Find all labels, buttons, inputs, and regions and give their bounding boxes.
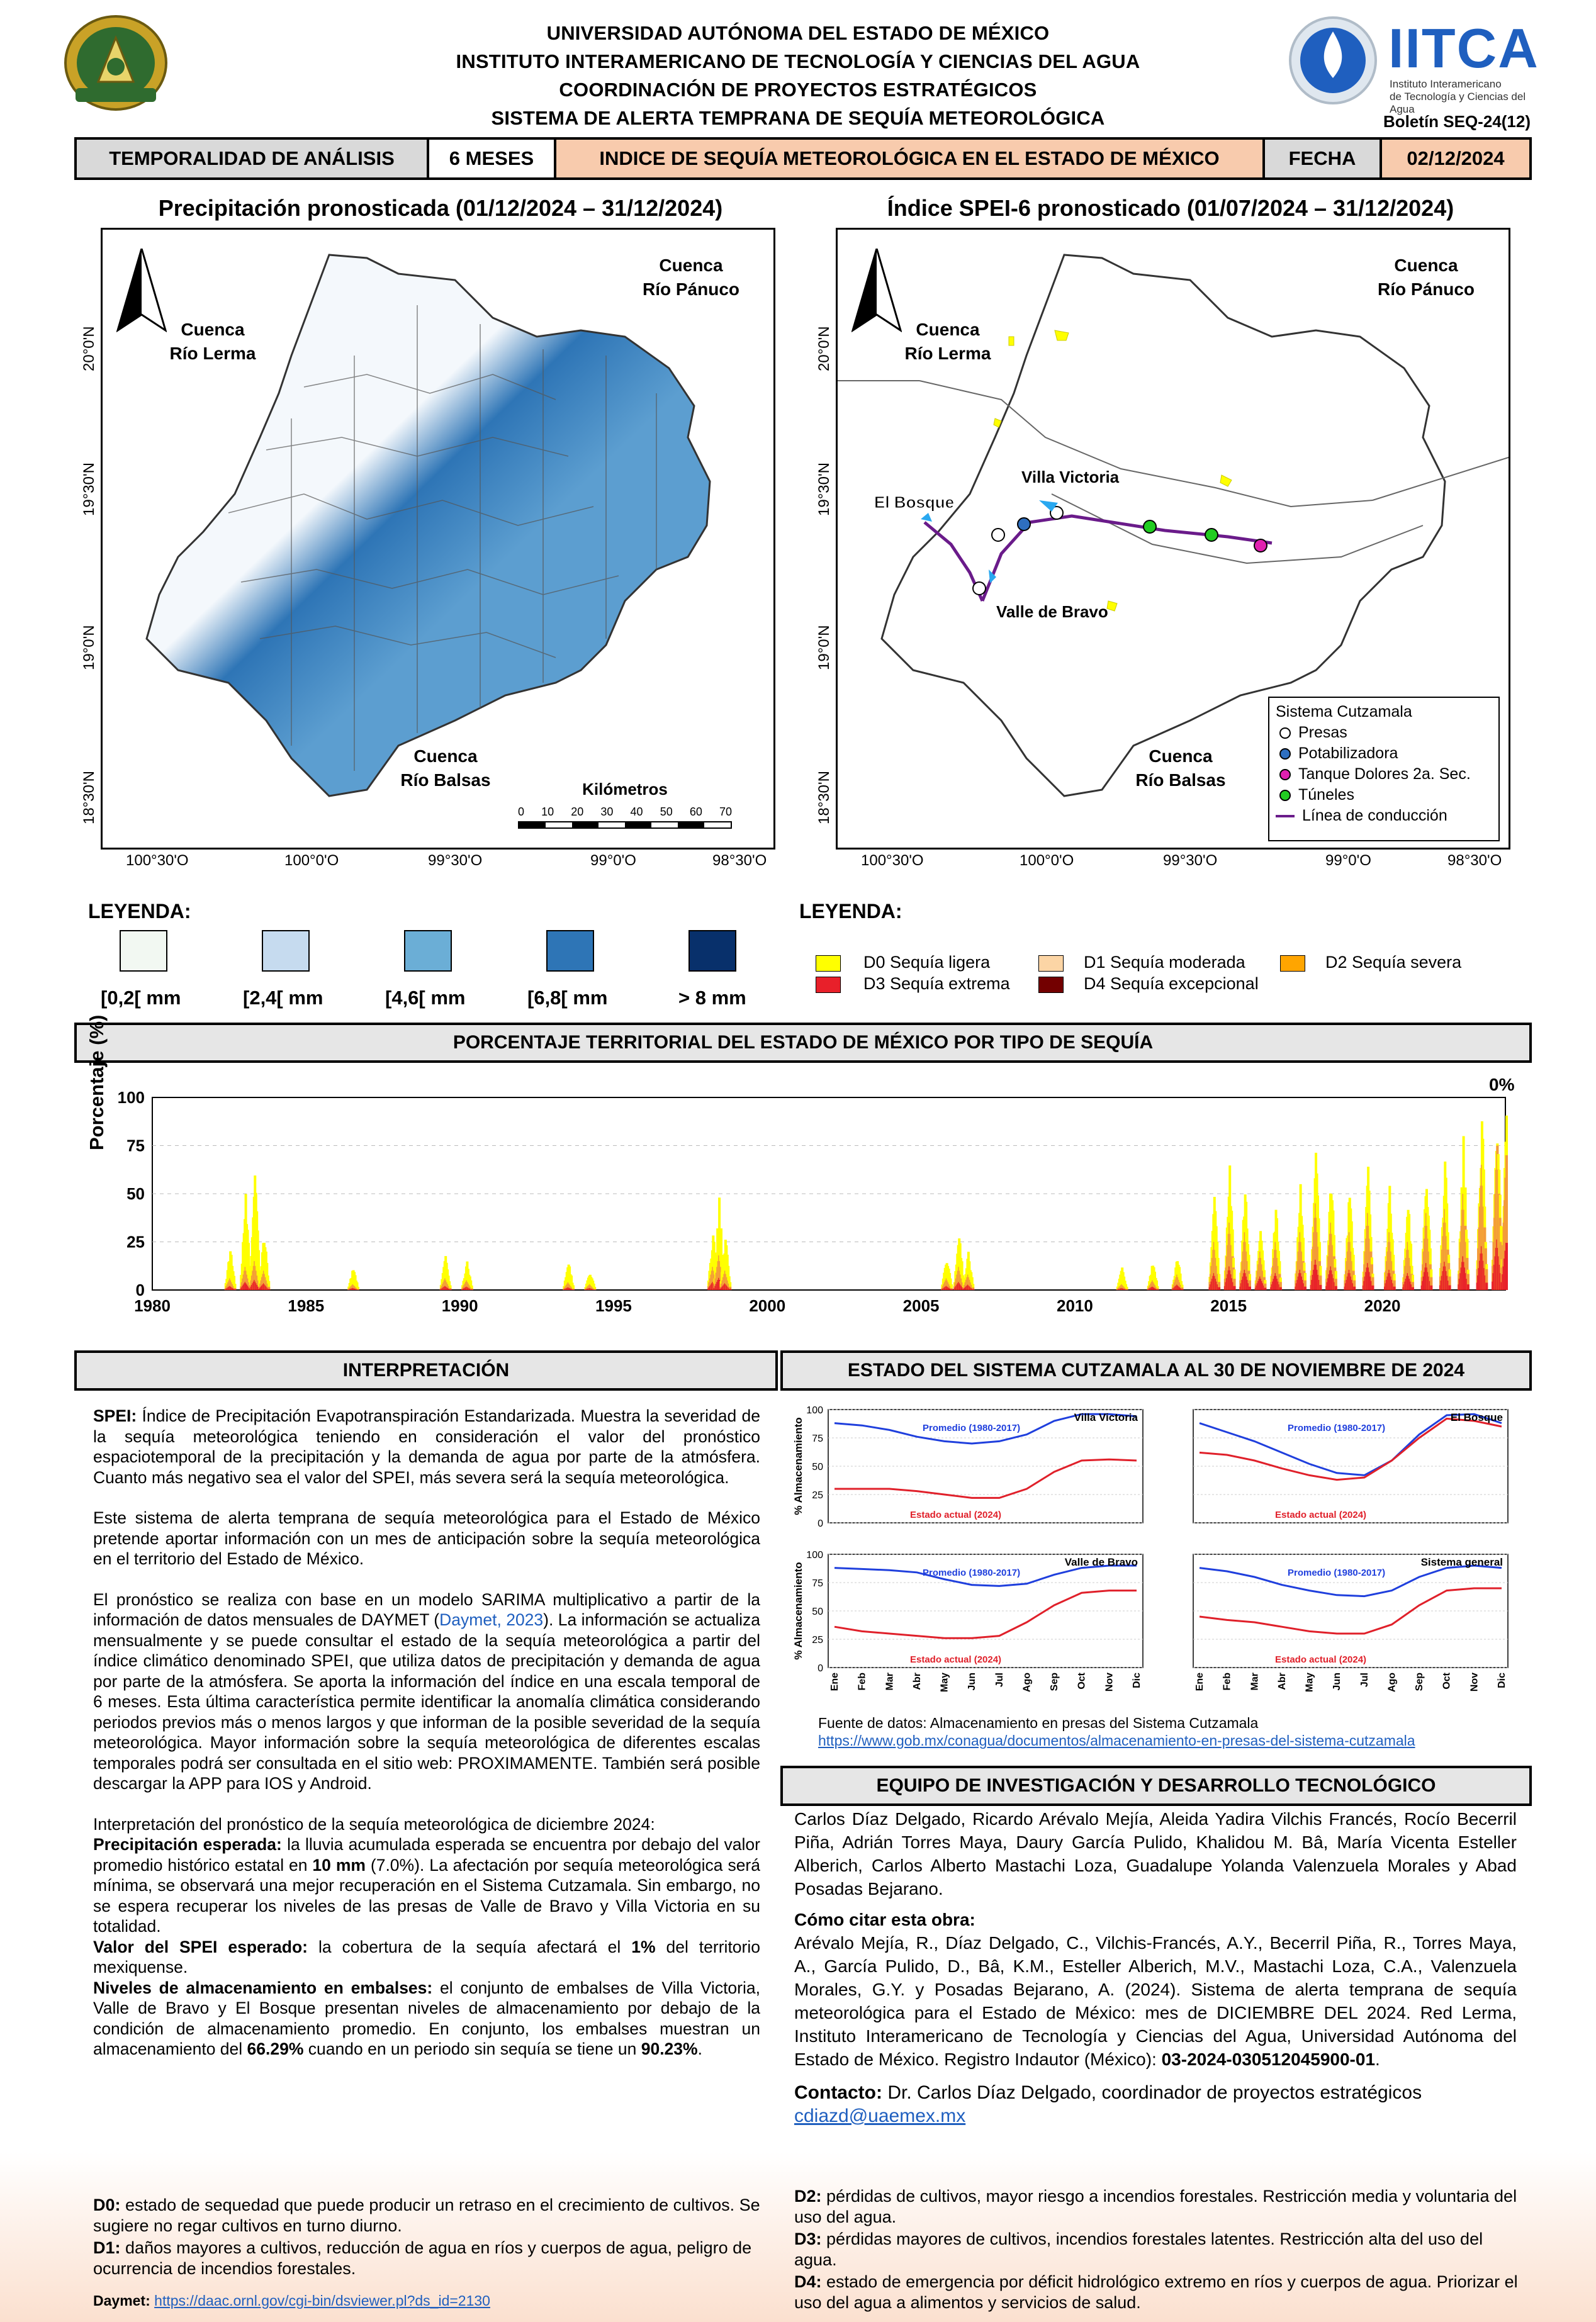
iitca-logo [1284, 13, 1539, 115]
lat-tick: 18°30'N [816, 771, 833, 824]
y-tick-label: 0 [818, 1518, 823, 1529]
lat-tick: 18°30'N [81, 771, 98, 824]
y-tick-label: 75 [812, 1578, 823, 1589]
y-tick-label: 25 [812, 1635, 823, 1646]
temporalidad-value: 6 MESES [429, 140, 556, 177]
legend-swatch [404, 930, 452, 972]
y-tick-label: 75 [812, 1433, 823, 1444]
bar-d3 [972, 1289, 974, 1290]
storage-chart [790, 1543, 1155, 1713]
fecha-label: FECHA [1265, 140, 1382, 177]
interp-title: INTERPRETACIÓN [74, 1350, 778, 1391]
bar-d3 [357, 1289, 359, 1290]
legend-swatch [816, 977, 841, 993]
d1-lead: D1: [93, 2238, 121, 2257]
storage-value: 66.29% [247, 2039, 304, 2058]
current-label: Estado actual (2024) [910, 1654, 1002, 1665]
basin-balsas-label: Cuenca Río Balsas [400, 746, 491, 790]
y-tick-label: 100 [117, 1089, 145, 1107]
spei-term: SPEI: [93, 1406, 137, 1425]
spei-lead: Valor del SPEI esperado: [93, 1937, 308, 1956]
bar-d3 [449, 1289, 452, 1290]
month-label: Dic [1132, 1673, 1142, 1688]
basin-lerma-label: Cuenca Río Lerma [169, 320, 256, 363]
month-label: Ago [1021, 1673, 1033, 1693]
fecha-value: 02/12/2024 [1382, 140, 1529, 177]
header-line: COORDINACIÓN DE PROYECTOS ESTRATÉGICOS [559, 79, 1037, 101]
month-label: Nov [1104, 1673, 1115, 1692]
storage-lead: Niveles de almacenamiento en embalses: [93, 1978, 433, 1997]
interp-text [93, 1406, 760, 2060]
legend-label: [4,6[ mm [385, 987, 466, 1009]
bar-d3 [950, 1289, 953, 1290]
footer-d4 [794, 2272, 1524, 2313]
month-label: Sep [1414, 1673, 1425, 1691]
d0-lead: D0: [93, 2196, 121, 2214]
current-label: Estado actual (2024) [1275, 1510, 1367, 1520]
bar-d3 [1393, 1287, 1396, 1290]
lat-tick: 20°0'N [81, 326, 98, 371]
legend-swatch [1038, 955, 1064, 972]
scale-tick: 10 [541, 805, 554, 818]
bar-d3 [1304, 1287, 1307, 1290]
x-tick-label: 2015 [1210, 1296, 1247, 1315]
uaem-seal-logo [63, 14, 169, 111]
plant-icon [1279, 748, 1291, 760]
storage-ylabel: % Almacenamiento [792, 1417, 804, 1515]
spei-text: la cobertura de la sequía afectará el [308, 1937, 632, 1956]
x-tick-label: 1990 [441, 1296, 478, 1315]
month-label: May [939, 1673, 950, 1693]
storage-text: . [697, 2039, 702, 2058]
avg-label: Promedio (1980-2017) [923, 1568, 1021, 1578]
month-label: Jun [1332, 1673, 1343, 1691]
footer-d0 [93, 2195, 773, 2236]
legend-swatch [546, 930, 594, 972]
lon-tick: 99°0'O [1325, 852, 1371, 869]
header-title-block [227, 19, 1369, 132]
storage-ylabel: % Almacenamiento [792, 1562, 804, 1660]
lon-tick: 99°30'O [1163, 852, 1218, 869]
x-tick-label: 2005 [902, 1296, 940, 1315]
legend-label: D0 Sequía ligera [863, 953, 991, 972]
storage-ref-value: 90.23% [641, 2039, 698, 2058]
bar-d3 [1319, 1285, 1322, 1290]
place-villa-victoria: Villa Victoria [1021, 468, 1120, 486]
d2-lead: D2: [794, 2187, 822, 2206]
lon-tick: 100°30'O [861, 852, 924, 869]
lon-tick: 100°30'O [126, 852, 189, 869]
legend-swatch [816, 955, 841, 972]
cutzamala-source: Fuente de datos: Almacenamiento en presas del Sistema Cutzamala [818, 1715, 1259, 1731]
bar-d3 [593, 1289, 596, 1290]
y-tick-label: 100 [806, 1550, 823, 1561]
footer-d1 [93, 2238, 773, 2279]
contact-text: Dr. Carlos Díaz Delgado, coordinador de proyectos estratégicos [882, 2082, 1422, 2103]
interp-paragraph: ). La información se actualiza mensualmente y se puede consultar el estado de la sequía meteorológica a partir del índice climático denominado SPEI, que utiliza datos de precipitación y demanda de agua por parte de la atmósfera. Se aporta la información del índice en una escala temporal de 6 meses. Esta última característica permite identificar la anomalía climática considerando periodos previos más o menos largos y que informan de la posible severidad de la sequía meteorológica. Mayor información sobre la sequía meteorológica de diferentes escalas temporales podrá ser consultada en el sitio web: PROXIMAMENTE. También será posible descargar la APP para IOS y Android. [93, 1610, 761, 1793]
legend-label: D2 Sequía severa [1325, 953, 1462, 972]
info-bar [74, 137, 1532, 180]
bar-d3 [233, 1289, 236, 1290]
precip-legend-title: LEYENDA: [88, 900, 191, 923]
scale-tick: 70 [719, 805, 732, 818]
bar-d3 [1234, 1286, 1236, 1290]
storage-text: el conjunto de embalses de Villa Victoria, Valle de Bravo y El Bosque presentan niveles de almacenamiento por debajo de la condición de almacenamiento promedio. En conjunto, los embalses muestran un almacenamiento del [93, 1978, 760, 2058]
bulletin-title: INDICE DE SEQUÍA METEOROLÓGICA EN EL ESTADO DE MÉXICO [556, 140, 1265, 177]
storage-text: cuando en un periodo sin sequía se tiene un [303, 2039, 641, 2058]
precip-text: (7.0%). La afectación por sequía meteorológica será mínima, se observará una mejor recuperación en el Sistema Cutzamala. Sin embargo, no se espera recuperar los niveles de las presas de Valle de Bravo y Villa Victoria en su totalidad. [93, 1855, 760, 1936]
map-right-title: Índice SPEI-6 pronosticado (01/07/2024 – 31/12/2024) [887, 195, 1454, 221]
north-arrow-icon [851, 249, 902, 337]
precip-value: 10 mm [312, 1855, 366, 1875]
scale-tick: 20 [571, 805, 584, 818]
scale-bar [518, 780, 732, 829]
x-tick-label: 2020 [1364, 1296, 1401, 1315]
lon-tick: 100°0'O [1020, 852, 1074, 869]
bar-d3 [1218, 1287, 1220, 1290]
month-label: Sep [1049, 1673, 1060, 1691]
legend-item: Potabilizadora [1298, 744, 1398, 762]
lon-tick: 98°30'O [712, 852, 767, 869]
footer-d2 [794, 2186, 1524, 2228]
team-members: Carlos Díaz Delgado, Ricardo Arévalo Mejía, Aleida Yadira Vilchis Francés, Rocío Becerril Piña, Adrián Torres Maya, Daury García Pulido, Khalidou M. Bâ, María Vicenta Esteller Alberich, Carlos Alberto Mastachi Loza, Guadalupe Yolanda Valenzuela Morales y Abad Posadas Bejarano. [794, 1809, 1517, 1899]
basin-panuco-label: Cuenca Río Pánuco [642, 255, 739, 299]
iitca-subtitle: Instituto Interamericano [1390, 78, 1502, 90]
month-label: Feb [1222, 1673, 1233, 1691]
y-tick-label: 25 [812, 1490, 823, 1501]
reservoir-name: El Bosque [1450, 1411, 1503, 1423]
place-valle-de-bravo: Valle de Bravo [996, 602, 1108, 621]
spei-map [836, 228, 1510, 850]
bar-d3 [1430, 1286, 1432, 1290]
footer-d3 [794, 2229, 1524, 2270]
x-tick-label: 1985 [288, 1296, 325, 1315]
avg-label: Promedio (1980-2017) [1288, 1423, 1386, 1433]
scale-tick: 40 [630, 805, 643, 818]
y-tick-label: 50 [812, 1462, 823, 1472]
current-pct-label: 0% [1489, 1075, 1515, 1094]
month-label: Mar [884, 1673, 896, 1691]
footer-daymet [93, 2291, 490, 2311]
precip-lead: Precipitación esperada: [93, 1835, 282, 1854]
month-label: Ago [1386, 1673, 1398, 1693]
lon-tick: 98°30'O [1447, 852, 1502, 869]
tunnel-icon [1279, 790, 1291, 801]
bar-d3 [1126, 1289, 1128, 1290]
current-label: Estado actual (2024) [1275, 1654, 1367, 1665]
precip-map [101, 228, 775, 850]
bar-d3 [1335, 1286, 1337, 1290]
cutzamala-title: ESTADO DEL SISTEMA CUTZAMALA AL 30 DE NOVIEMBRE DE 2024 [780, 1350, 1532, 1391]
x-tick-label: 1980 [134, 1296, 171, 1315]
tank-icon [1279, 769, 1291, 780]
header-line: SISTEMA DE ALERTA TEMPRANA DE SEQUÍA METEOROLÓGICA [491, 107, 1105, 129]
month-label: Feb [857, 1673, 868, 1691]
legend-swatch [688, 930, 736, 972]
drought-legend-title: LEYENDA: [799, 900, 902, 923]
bar-d3 [1249, 1287, 1251, 1290]
legend-swatch [1038, 977, 1064, 993]
precip-text: la lluvia acumulada esperada se encuentra por debajo del valor promedio histórico estatal en [93, 1835, 760, 1875]
month-label: Abr [1276, 1673, 1288, 1690]
lat-tick: 19°0'N [816, 625, 833, 670]
cite-text: Arévalo Mejía, R., Díaz Delgado, C., Vilchis-Francés, A.Y., Becerril Piña, R., Torres Maya, A., García Pulido, D., Bâ, K.M., Esteller Alberich, M.V., Mastachi Loza, C.A., Valenzuela Morales, G.Y. y Posadas Bejarano, A. (2024). Sistema de alerta temprana de sequía meteorológica para el Estado de México: mes de DICIEMBRE DEL 2024. Red Lerma, Instituto Interamericano de Tecnología y Ciencias del Agua, Universidad Autónoma del Estado de México. Registro Indautor (México): [794, 1933, 1517, 2069]
spei-value: 1% [631, 1937, 656, 1956]
header-line: INSTITUTO INTERAMERICANO DE TECNOLOGÍA Y CIENCIAS DEL AGUA [456, 50, 1140, 72]
avg-label: Promedio (1980-2017) [1288, 1568, 1386, 1578]
lat-tick: 20°0'N [816, 326, 833, 371]
cutzamala-source-link[interactable]: https://www.gob.mx/conagua/documentos/almacenamiento-en-presas-del-sistema-cutzamala [818, 1732, 1415, 1749]
basin-panuco-label: Cuenca Río Pánuco [1377, 255, 1475, 299]
pct-ylabel: Porcentaje (%) [86, 1014, 108, 1150]
legend-label: D3 Sequía extrema [863, 974, 1010, 993]
storage-chart [1155, 1543, 1520, 1713]
d4-text: estado de emergencia por déficit hidrológico extremo en ríos y cuerpos de agua. Priorizar el uso del agua a alimentos y servicios de salud. [794, 2272, 1518, 2312]
interp-paragraph: El pronóstico se realiza con base en un modelo SARIMA multiplicativo a partir de la información de datos mensuales de DAYMET ( [93, 1590, 760, 1629]
bar-d3 [572, 1289, 575, 1290]
pipeline-icon [1276, 815, 1295, 817]
legend-swatch [120, 930, 167, 972]
month-label: Abr [911, 1673, 923, 1690]
y-tick-label: 75 [126, 1136, 145, 1155]
basin-balsas-label: Cuenca Río Balsas [1135, 746, 1226, 790]
bar-d3 [1181, 1289, 1183, 1290]
bar-d3 [267, 1289, 270, 1290]
legend-label: D4 Sequía excepcional [1084, 974, 1259, 993]
daymet-lead: Daymet: [93, 2292, 150, 2309]
y-tick-label: 0 [818, 1663, 823, 1674]
month-label: Oct [1076, 1673, 1087, 1690]
y-tick-label: 50 [812, 1607, 823, 1617]
daymet-link[interactable]: https://daac.ornl.gov/cgi-bin/dsviewer.pl?ds_id=2130 [154, 2292, 490, 2309]
legend-item: Línea de conducción [1302, 807, 1447, 824]
y-tick-label: 50 [126, 1184, 145, 1203]
forecast-intro: Interpretación del pronóstico de la sequía meteorológica de diciembre 2024: [93, 1814, 655, 1834]
legend-label: [0,2[ mm [101, 987, 181, 1009]
bar-d3 [1412, 1287, 1414, 1290]
temporalidad-label: TEMPORALIDAD DE ANÁLISIS [77, 140, 429, 177]
bar-d3 [1467, 1284, 1470, 1290]
bar-d3 [1505, 1243, 1508, 1290]
d1-text: daños mayores a cultivos, reducción de agua en ríos y cuerpos de agua, peligro de ocurrencia de incendios forestales. [93, 2238, 752, 2278]
legend-label: > 8 mm [678, 987, 746, 1009]
legend-label: D1 Sequía moderada [1084, 953, 1245, 972]
legend-swatch [262, 930, 310, 972]
d0-text: estado de sequedad que puede producir un retraso en el crecimiento de cultivos. Se sugiere no regar cultivos en turno diurno. [93, 2196, 760, 2235]
legend-label: [2,4[ mm [243, 987, 323, 1009]
y-tick-label: 100 [806, 1405, 823, 1416]
y-tick-label: 0 [135, 1281, 145, 1299]
bar-d3 [1264, 1287, 1266, 1290]
x-tick-label: 2010 [1056, 1296, 1093, 1315]
lat-tick: 19°30'N [81, 463, 98, 516]
month-label: Oct [1441, 1673, 1453, 1690]
lat-tick: 19°0'N [81, 625, 98, 670]
spei-definition: Índice de Precipitación Evapotranspiración Estandarizada. Muestra la severidad de la sequía meteorológica teniendo en consideración el valor del pronóstico espaciotemporal de la precipitación y la demanda de agua por parte de la atmósfera. Cuanto más negativo sea el valor del SPEI, más severa será la sequía meteorológica. [93, 1406, 760, 1487]
team-title: EQUIPO DE INVESTIGACIÓN Y DESARROLLO TECNOLÓGICO [780, 1766, 1532, 1806]
map-left-title: Precipitación pronosticada (01/12/2024 – 31/12/2024) [158, 195, 723, 221]
month-label: Ene [829, 1673, 840, 1691]
month-label: Jul [994, 1673, 1005, 1688]
avg-label: Promedio (1980-2017) [923, 1423, 1021, 1433]
cutzamala-legend-title: Sistema Cutzamala [1276, 703, 1412, 721]
place-el-bosque: El Bosque [874, 493, 955, 512]
cutzamala-charts [790, 1398, 1520, 1713]
scale-tick: 50 [660, 805, 673, 818]
contact-lead: Contacto: [794, 2082, 882, 2103]
pct-section-title: PORCENTAJE TERRITORIAL DEL ESTADO DE MÉXICO POR TIPO DE SEQUÍA [74, 1023, 1532, 1063]
y-tick-label: 25 [126, 1232, 145, 1252]
iitca-subtitle: de Tecnología y Ciencias del Agua [1390, 91, 1526, 115]
bar-d3 [1353, 1287, 1356, 1290]
x-tick-label: 1995 [595, 1296, 632, 1315]
bar-d3 [1485, 1282, 1488, 1290]
d2-text: pérdidas de cultivos, mayor riesgo a incendios forestales. Restricción media y voluntaria del uso del agua. [794, 2187, 1517, 2226]
cite-title: Cómo citar esta obra: [794, 1910, 975, 1929]
d3-text: pérdidas mayores de cultivos, incendios forestales latentes. Restricción alta del uso del agua. [794, 2229, 1483, 2269]
d3-lead: D3: [794, 2229, 822, 2248]
lon-tick: 99°0'O [590, 852, 636, 869]
month-label: Ene [1194, 1673, 1205, 1691]
reservoir-name: Villa Victoria [1074, 1411, 1138, 1423]
interp-paragraph: Este sistema de alerta temprana de sequía meteorológica para el Estado de México pretende aportar información con un mes de anticipación sobre la sequía meteorológica en el territorio del Estado de México. [93, 1508, 760, 1568]
bar-d3 [1279, 1287, 1282, 1290]
lon-tick: 99°30'O [428, 852, 483, 869]
bar-d3 [1156, 1289, 1159, 1290]
month-label: Nov [1469, 1673, 1480, 1692]
scale-tick: 0 [518, 805, 525, 818]
drought-pct-chart [107, 1089, 1517, 1321]
iitca-wordmark: IITCA [1388, 17, 1539, 79]
month-label: May [1304, 1673, 1315, 1693]
bar-d3 [1449, 1286, 1451, 1290]
scale-title: Kilómetros [582, 780, 668, 799]
spei-text: del territorio mexiquense. [93, 1937, 760, 1977]
bar-d3 [729, 1289, 731, 1290]
month-label: Jun [967, 1673, 978, 1691]
team-block: Carlos Díaz Delgado, Ricardo Arévalo Mejía, Aleida Yadira Vilchis Francés, Rocío Becerril Piña, Adrián Torres Maya, Daury García Pulido, Khalidou M. Bâ, María Vicenta Esteller Alberich, Carlos Alberto Mastachi Loza, Guadalupe Yolanda Valenzuela Morales y Abad Posadas Bejarano. Cómo citar esta obra: Arévalo Mejía, R., Díaz Delgado, C., Vilchis-Francés, A.Y., Becerril Piña, R., Torres Maya, A., García Pulido, D., Bâ, K.M., Esteller Alberich, M.V., Mastachi Loza, C.A., Valenzuela Morales, G.Y. y Posadas Bejarano, A. (2024). Sistema de alerta temprana de sequía meteorológica para el Estado de México: mes de DICIEMBRE DEL 2024. Red Lerma, Instituto Interamericano de Tecnología y Ciencias del Agua, Universidad Autónoma del Estado de México. Registro Indautor (México): 03-2024-030512045900-01. Contacto: Dr. Carlos Díaz Delgado, coordinador de proyectos estratégicos cdiazd@uaemex.mx [794, 1807, 1517, 2128]
reservoir-name: Valle de Bravo [1064, 1556, 1138, 1568]
legend-swatch [1280, 955, 1305, 972]
x-tick-label: 2000 [749, 1296, 786, 1315]
scale-tick: 30 [600, 805, 614, 818]
north-arrow-icon [116, 249, 167, 337]
legend-item: Tanque Dolores 2a. Sec. [1298, 765, 1471, 783]
header-line: UNIVERSIDAD AUTÓNOMA DEL ESTADO DE MÉXICO [546, 22, 1050, 44]
bulletin-id: Boletín SEQ-24(12) [1383, 112, 1531, 131]
legend-item: Presas [1298, 724, 1347, 741]
month-label: Mar [1249, 1673, 1261, 1691]
month-label: Dic [1497, 1673, 1507, 1688]
lat-tick: 19°30'N [816, 463, 833, 516]
legend-item: Túneles [1298, 786, 1354, 804]
bar-d3 [471, 1289, 473, 1290]
contact-email-link[interactable]: cdiazd@uaemex.mx [794, 2106, 966, 2126]
legend-label: [6,8[ mm [527, 987, 608, 1009]
lon-tick: 100°0'O [284, 852, 339, 869]
bar-d3 [1371, 1286, 1374, 1290]
scale-tick: 60 [689, 805, 702, 818]
d4-lead: D4: [794, 2272, 822, 2291]
basin-lerma-label: Cuenca Río Lerma [904, 320, 991, 363]
month-label: Jul [1359, 1673, 1370, 1688]
daymet-ref-link[interactable]: Daymet, 2023 [439, 1610, 544, 1629]
cutzamala-legend [1268, 697, 1500, 841]
reservoir-name: Sistema general [1420, 1556, 1503, 1568]
current-label: Estado actual (2024) [910, 1510, 1002, 1520]
dam-icon [1279, 727, 1291, 739]
cite-registry: 03-2024-030512045900-01 [1161, 2050, 1376, 2069]
